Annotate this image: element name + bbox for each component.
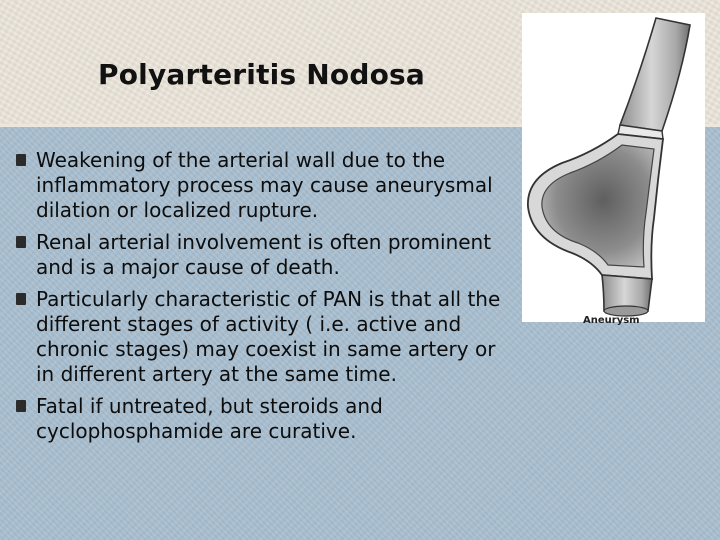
bullet-list [14, 148, 514, 451]
square-bullet-icon [16, 400, 26, 412]
bullet-text: Renal arterial involvement is often prominent and is a major cause of death. [36, 230, 492, 279]
bullet-item [14, 394, 514, 444]
bullet-item [14, 287, 514, 387]
aneurysm-illustration-icon [522, 13, 705, 322]
square-bullet-icon [16, 293, 26, 305]
bullet-text: Particularly characteristic of PAN is that all the different stages of activity ( i.e. active and chronic stages) may coexist in same artery or in different artery at the same time. [36, 287, 501, 386]
square-bullet-icon [16, 154, 26, 166]
bullet-item [14, 230, 514, 280]
bullet-text: Weakening of the arterial wall due to the inflammatory process may cause aneurysmal dilation or localized rupture. [36, 148, 493, 222]
slide-title: Polyarteritis Nodosa [98, 58, 425, 91]
bullet-text: Fatal if untreated, but steroids and cyclophosphamide are curative. [36, 394, 383, 443]
square-bullet-icon [16, 236, 26, 248]
aneurysm-figure [522, 13, 705, 326]
figure-caption: Aneurysm [583, 315, 640, 326]
bullet-item [14, 148, 514, 223]
